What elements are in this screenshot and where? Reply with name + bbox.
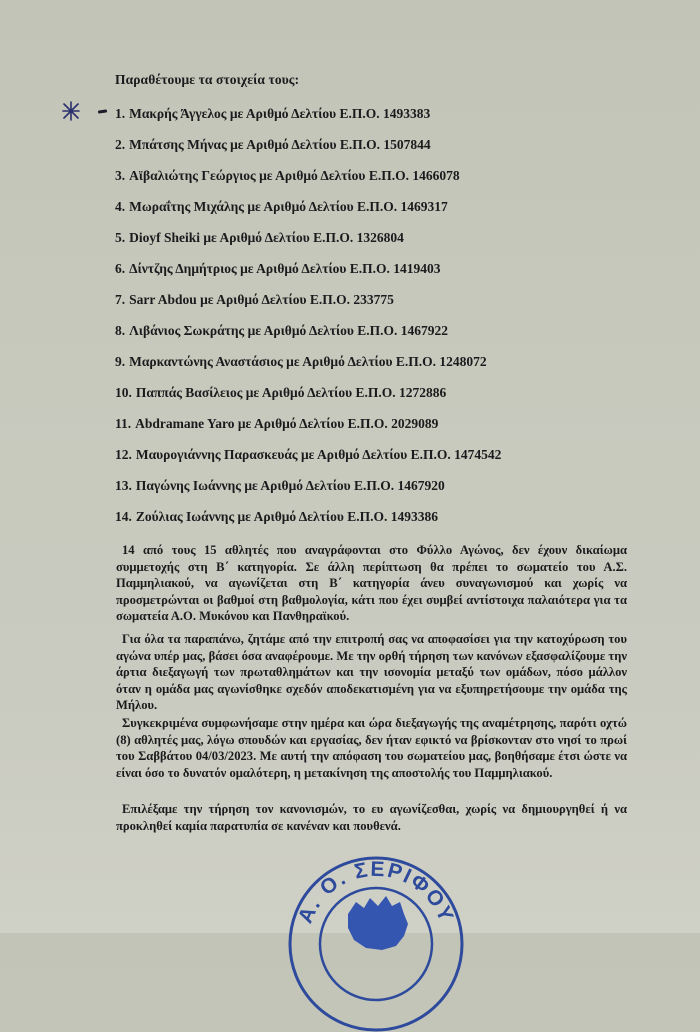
paragraph-agreement: Συγκεκριμένα συμφωνήσαμε στην ημέρα και ώρα διεξαγωγής της αναμέτρησης, παρότι οχτώ (8) αθλητές μας, λόγω σπουδών και εργασίας, δεν ήταν εφικτό να βρίσκονταν στο νησί το πρωί του Σαββάτου 04/03/2023. Με αυτή την απόφαση του σωματείου μας, βοηθήσαμε έτσι ώστε να είναι όσο το δυνατόν ομαλότερη, η μετακίνηση της αποστολής του Παμμηλιακού.: [116, 716, 627, 780]
list-item: 9. Μαρκαντώνης Αναστάσιος με Αριθμό Δελτίου Ε.Π.Ο. 1248072: [115, 354, 487, 369]
paragraph-request: Για όλα τα παραπάνω, ζητάμε από την επιτροπή σας να αποφασίσει για την κατοχύρωση του αγώνα υπέρ μας, βάσει όσα αναφέρουμε. Με την ορθή τήρηση των κανόνων εξασφαλίζουμε την άρτια διεξαγωγή των πρωταθλημάτων και την ισονομία μεταξύ των ομάδων, πόσο μάλλον όταν η ομάδα μας αγωνίσθηκε σχεδόν αποδεκατισμένη για να εξυπηρετήσουμε την ομάδα της Μήλου.: [116, 632, 627, 713]
list-item: 1. Μακρής Άγγελος με Αριθμό Δελτίου Ε.Π.Ο. 1493383: [115, 106, 431, 121]
list-item: 12. Μαυρογιάννης Παρασκευάς με Αριθμό Δελτίου Ε.Π.Ο. 1474542: [115, 447, 502, 462]
list-item: 8. Λιβάνιος Σωκράτης με Αριθμό Δελτίου Ε.Π.Ο. 1467922: [115, 323, 449, 338]
list-item: 4. Μωραΐτης Μιχάλης με Αριθμό Δελτίου Ε.Π.Ο. 1469317: [115, 199, 448, 214]
list-item: 13. Παγώνης Ιωάννης με Αριθμό Δελτίου Ε.Π.Ο. 1467920: [115, 478, 445, 493]
list-item: 5. Dioyf Sheiki με Αριθμό Δελτίου Ε.Π.Ο. 1326804: [115, 230, 404, 245]
svg-text:Α. Ο. ΣΕΡΙΦΟΥ: Α. Ο. ΣΕΡΙΦΟΥ: [293, 857, 459, 927]
asterisk-icon: [60, 100, 82, 122]
list-item: 2. Μπάτσης Μήνας με Αριθμό Δελτίου Ε.Π.Ο. 1507844: [115, 137, 431, 152]
list-item: 3. Αϊβαλιώτης Γεώργιος με Αριθμό Δελτίου Ε.Π.Ο. 1466078: [115, 168, 460, 183]
paragraph-eligibility: 14 από τους 15 αθλητές που αναγράφονται στο Φύλλο Αγώνος, δεν έχουν δικαίωμα συμμετοχής στη Β΄ κατηγορία. Σε άλλη περίπτωση θα πρέπει το σωματείο του Α.Σ. Παμμηλιακού, να αγωνίζεται στη Β΄ κατηγορία άνευ συναγωνισμού και χωρίς να προσμετρώνται οι βαθμοί στη βαθμολογία, κάτι που έχει συμβεί αντίστοιχα παλαιότερα για τα σωματεία Α.Ο. Μυκόνου και Πανθηραϊκού.: [116, 543, 627, 624]
paragraph-conclusion: Επιλέξαμε την τήρηση τον κανονισμών, το ευ αγωνίζεσθαι, χωρίς να δημιουργηθεί ή να προκληθεί καμία παρατυπία σε κανέναν και πουθενά.: [116, 802, 627, 833]
intro-heading: Παραθέτουμε τα στοιχεία τους:: [115, 72, 300, 87]
handwritten-dash-mark: [98, 109, 107, 113]
players-list: [115, 98, 501, 532]
list-item: 7. Sarr Abdou με Αριθμό Δελτίου Ε.Π.Ο. 233775: [115, 292, 394, 307]
list-item: 14. Ζούλιας Ιωάννης με Αριθμό Δελτίου Ε.Π.Ο. 1493386: [115, 509, 438, 524]
list-item: 11. Abdramane Yaro με Αριθμό Δελτίου Ε.Π.Ο. 2029089: [115, 416, 439, 431]
list-item: 6. Δίντζης Δημήτριος με Αριθμό Δελτίου Ε.Π.Ο. 1419403: [115, 261, 441, 276]
club-stamp-icon: [286, 852, 466, 1032]
list-item: 10. Παππάς Βασίλειος με Αριθμό Δελτίου Ε.Π.Ο. 1272886: [115, 385, 447, 400]
